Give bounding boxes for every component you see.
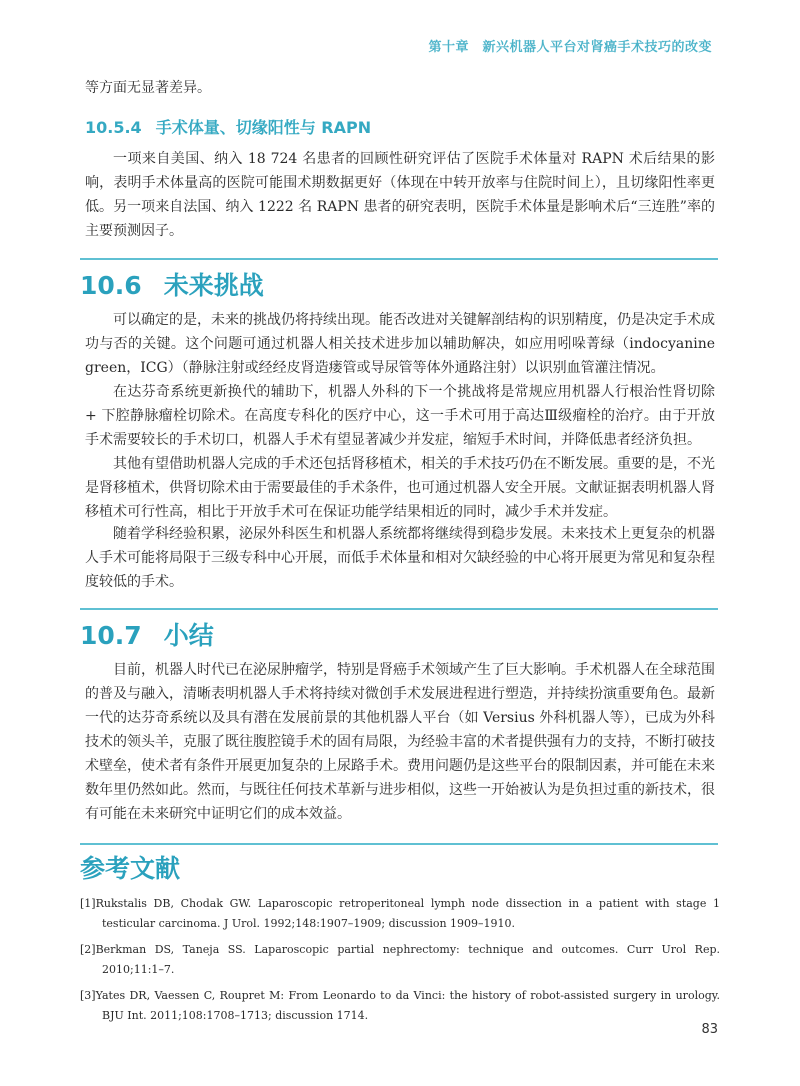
paragraph: 目前，机器人时代已在泌尿肿瘤学，特别是肾癌手术领域产生了巨大影响。手术机器人在全球范围的普及与融入，清晰表明机器人手术将持续对微创手术发展进程进行塑造，并持续扮演重要角色。最新一代的达芬奇系统以及具有潜在发展前景的其他机器人平台（如 Versius 外科机器人等），已成为外科技术的领头羊，克服了既往腹腔镜手术的固有局限，为经验丰富的术者提供强有力的支持，不断打破技术壁垒，使术者有条件开展更加复杂的上尿路手术。费用问题仍是这些平台的限制因素，并可能在未来数年里仍然如此。然而，与既往任何技术革新与进步相似，这些一开始被认为是负担过重的新技术，很有可能在未来研究中证明它们的成本效益。 xyxy=(85,662,715,822)
subsection-heading-10-5-4 xyxy=(85,115,371,138)
paragraph: 在达芬奇系统更新换代的辅助下，机器人外科的下一个挑战将是常规应用机器人行根治性肾切除 + 下腔静脉瘤栓切除术。在高度专科化的医疗中心，这一手术可用于高达Ⅲ级瘤栓的治疗。由于开放手术需要较长的手术切口，机器人手术有望显著减少并发症，缩短手术时间，并降低患者经济负担。 xyxy=(85,384,715,448)
subsection-number: 10.5.4 xyxy=(85,118,142,137)
references-heading: 参考文献 xyxy=(80,854,181,883)
section-number: 10.6 xyxy=(80,271,142,300)
section-divider xyxy=(80,258,718,260)
paragraph: 随着学科经验积累，泌尿外科医生和机器人系统都将继续得到稳步发展。未来技术上更复杂的机器人手术可能将局限于三级专科中心开展，而低手术体量和相对欠缺经验的中心将开展更为常见和复杂程度较低的手术。 xyxy=(85,526,715,590)
paragraph: 一项来自美国、纳入 18 724 名患者的回顾性研究评估了医院手术体量对 RAPN 术后结果的影响，表明手术体量高的医院可能围术期数据更好（体现在中转开放率与住院时间上），且切缘阳性率更低。另一项来自法国、纳入 1222 名 RAPN 患者的研究表明，医院手术体量是影响术后“三连胜”率的主要预测因子。 xyxy=(85,151,715,239)
section-divider xyxy=(80,608,718,610)
running-header: 第十章 新兴机器人平台对肾癌手术技巧的改变 xyxy=(428,40,712,55)
reference-item: [3]Yates DR, Vaessen C, Roupret M: From Leonardo to da Vinci: the history of robot-assisted surgery in urology. BJU Int. 2011;108:1708–1713; discussion 1714. xyxy=(80,989,720,1022)
reference-item: [1]Rukstalis DB, Chodak GW. Laparoscopic retroperitoneal lymph node dissection in a patient with stage 1 testicular carcinoma. J Urol. 1992;148:1907–1909; discussion 1909–1910. xyxy=(80,897,720,930)
section-heading-10-6 xyxy=(80,266,264,302)
page-number: 83 xyxy=(701,1022,718,1037)
section-divider xyxy=(80,843,718,845)
reference-item: [2]Berkman DS, Taneja SS. Laparoscopic partial nephrectomy: technique and outcomes. Curr Urol Rep. 2010;11:1–7. xyxy=(80,943,720,976)
section-title: 小结 xyxy=(163,621,214,650)
section-heading-10-7 xyxy=(80,616,214,652)
paragraph: 其他有望借助机器人完成的手术还包括肾移植术，相关的手术技巧仍在不断发展。重要的是，不光是肾移植术，供肾切除术由于需要最佳的手术条件，也可通过机器人安全开展。文献证据表明机器人肾移植术可行性高，相比于开放手术可在保证功能学结果相近的同时，减少手术并发症。 xyxy=(85,456,715,520)
reference-list xyxy=(80,894,720,1032)
subsection-title: 手术体量、切缘阳性与 RAPN xyxy=(155,118,372,137)
section-title: 未来挑战 xyxy=(163,271,264,300)
section-number: 10.7 xyxy=(80,621,142,650)
intro-line: 等方面无显著差异。 xyxy=(85,80,211,96)
paragraph: 可以确定的是，未来的挑战仍将持续出现。能否改进对关键解剖结构的识别精度，仍是决定手术成功与否的关键。这个问题可通过机器人相关技术进步加以辅助解决，如应用吲哚菁绿（indocyanine green，ICG）（静脉注射或经经皮肾造瘘管或导尿管等体外通路注射）以识别血管灌注情况。 xyxy=(85,312,715,376)
